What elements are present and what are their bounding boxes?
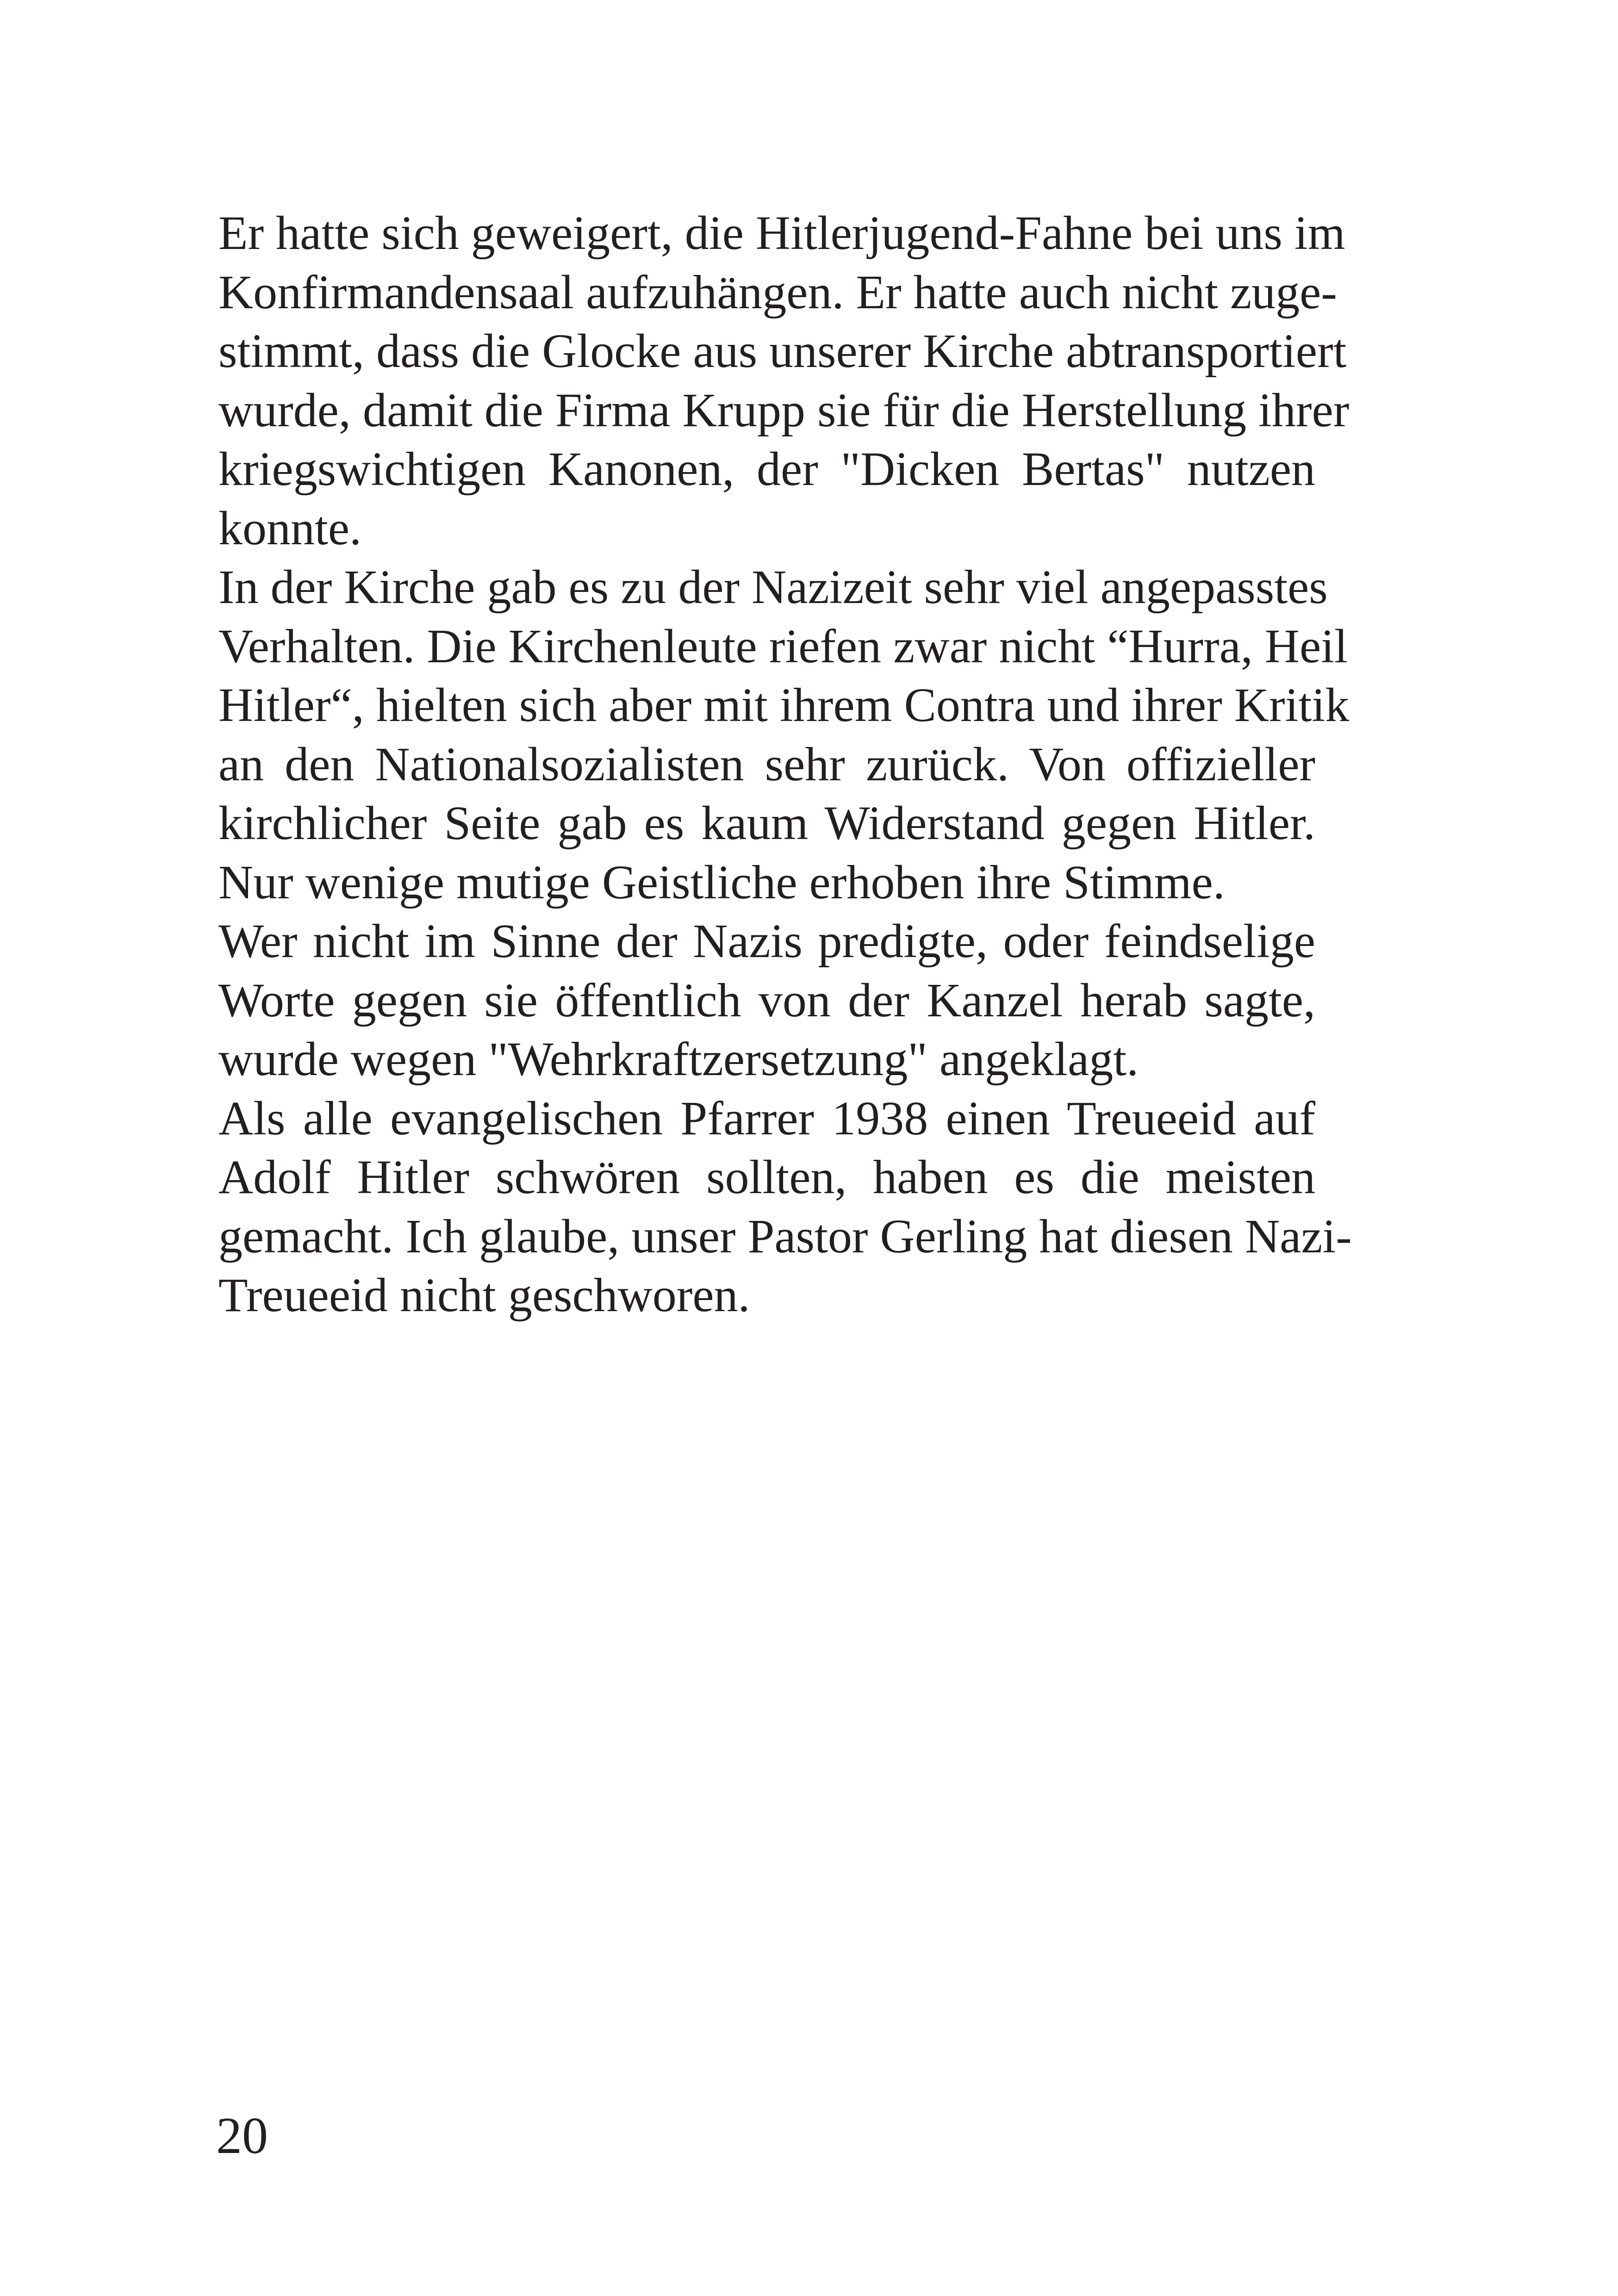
- text-line: wurde, damit die Firma Krupp sie für die Herstellung ihrer: [218, 383, 1350, 437]
- text-line: konnte.: [218, 501, 362, 555]
- text-line: Konfirmandensaal aufzuhängen. Er hatte auch nicht zuge-: [218, 265, 1337, 319]
- text-line: Verhalten. Die Kirchenleute riefen zwar nicht “Hurra, Heil: [218, 619, 1348, 673]
- text-line: stimmt, dass die Glocke aus unserer Kirche abtransportiert: [218, 324, 1347, 378]
- text-line: Er hatte sich geweigert, die Hitlerjugend-Fahne bei uns im: [218, 206, 1345, 260]
- text-line: Als alle evangelischen Pfarrer 1938 einen Treueeid auf: [218, 1091, 1315, 1145]
- text-line: kirchlicher Seite gab es kaum Widerstand gegen Hitler.: [218, 796, 1315, 850]
- text-line: In der Kirche gab es zu der Nazizeit sehr viel angepasstes: [218, 560, 1328, 614]
- text-line: Nur wenige mutige Geistliche erhoben ihre Stimme.: [218, 855, 1225, 909]
- page-number: 20: [216, 2107, 268, 2165]
- text-line: gemacht. Ich glaube, unser Pastor Gerling hat diesen Nazi-: [218, 1209, 1352, 1263]
- text-line: Adolf Hitler schwören sollten, haben es die meisten: [218, 1151, 1315, 1204]
- text-line: Hitler“, hielten sich aber mit ihrem Contra und ihrer Kritik: [218, 678, 1350, 732]
- text-line: an den Nationalsozialisten sehr zurück. Von offizieller: [218, 737, 1315, 791]
- text-line: Treueeid nicht geschworen.: [218, 1269, 750, 1322]
- body-text: [218, 204, 1352, 1325]
- text-line: kriegswichtigen Kanonen, der "Dicken Bertas" nutzen: [218, 442, 1315, 496]
- text-line: wurde wegen "Wehrkraftzersetzung" angeklagt.: [218, 1033, 1139, 1086]
- text-line: Wer nicht im Sinne der Nazis predigte, oder feindselige: [218, 915, 1315, 968]
- text-line: Worte gegen sie öffentlich von der Kanzel herab sagte,: [218, 973, 1315, 1027]
